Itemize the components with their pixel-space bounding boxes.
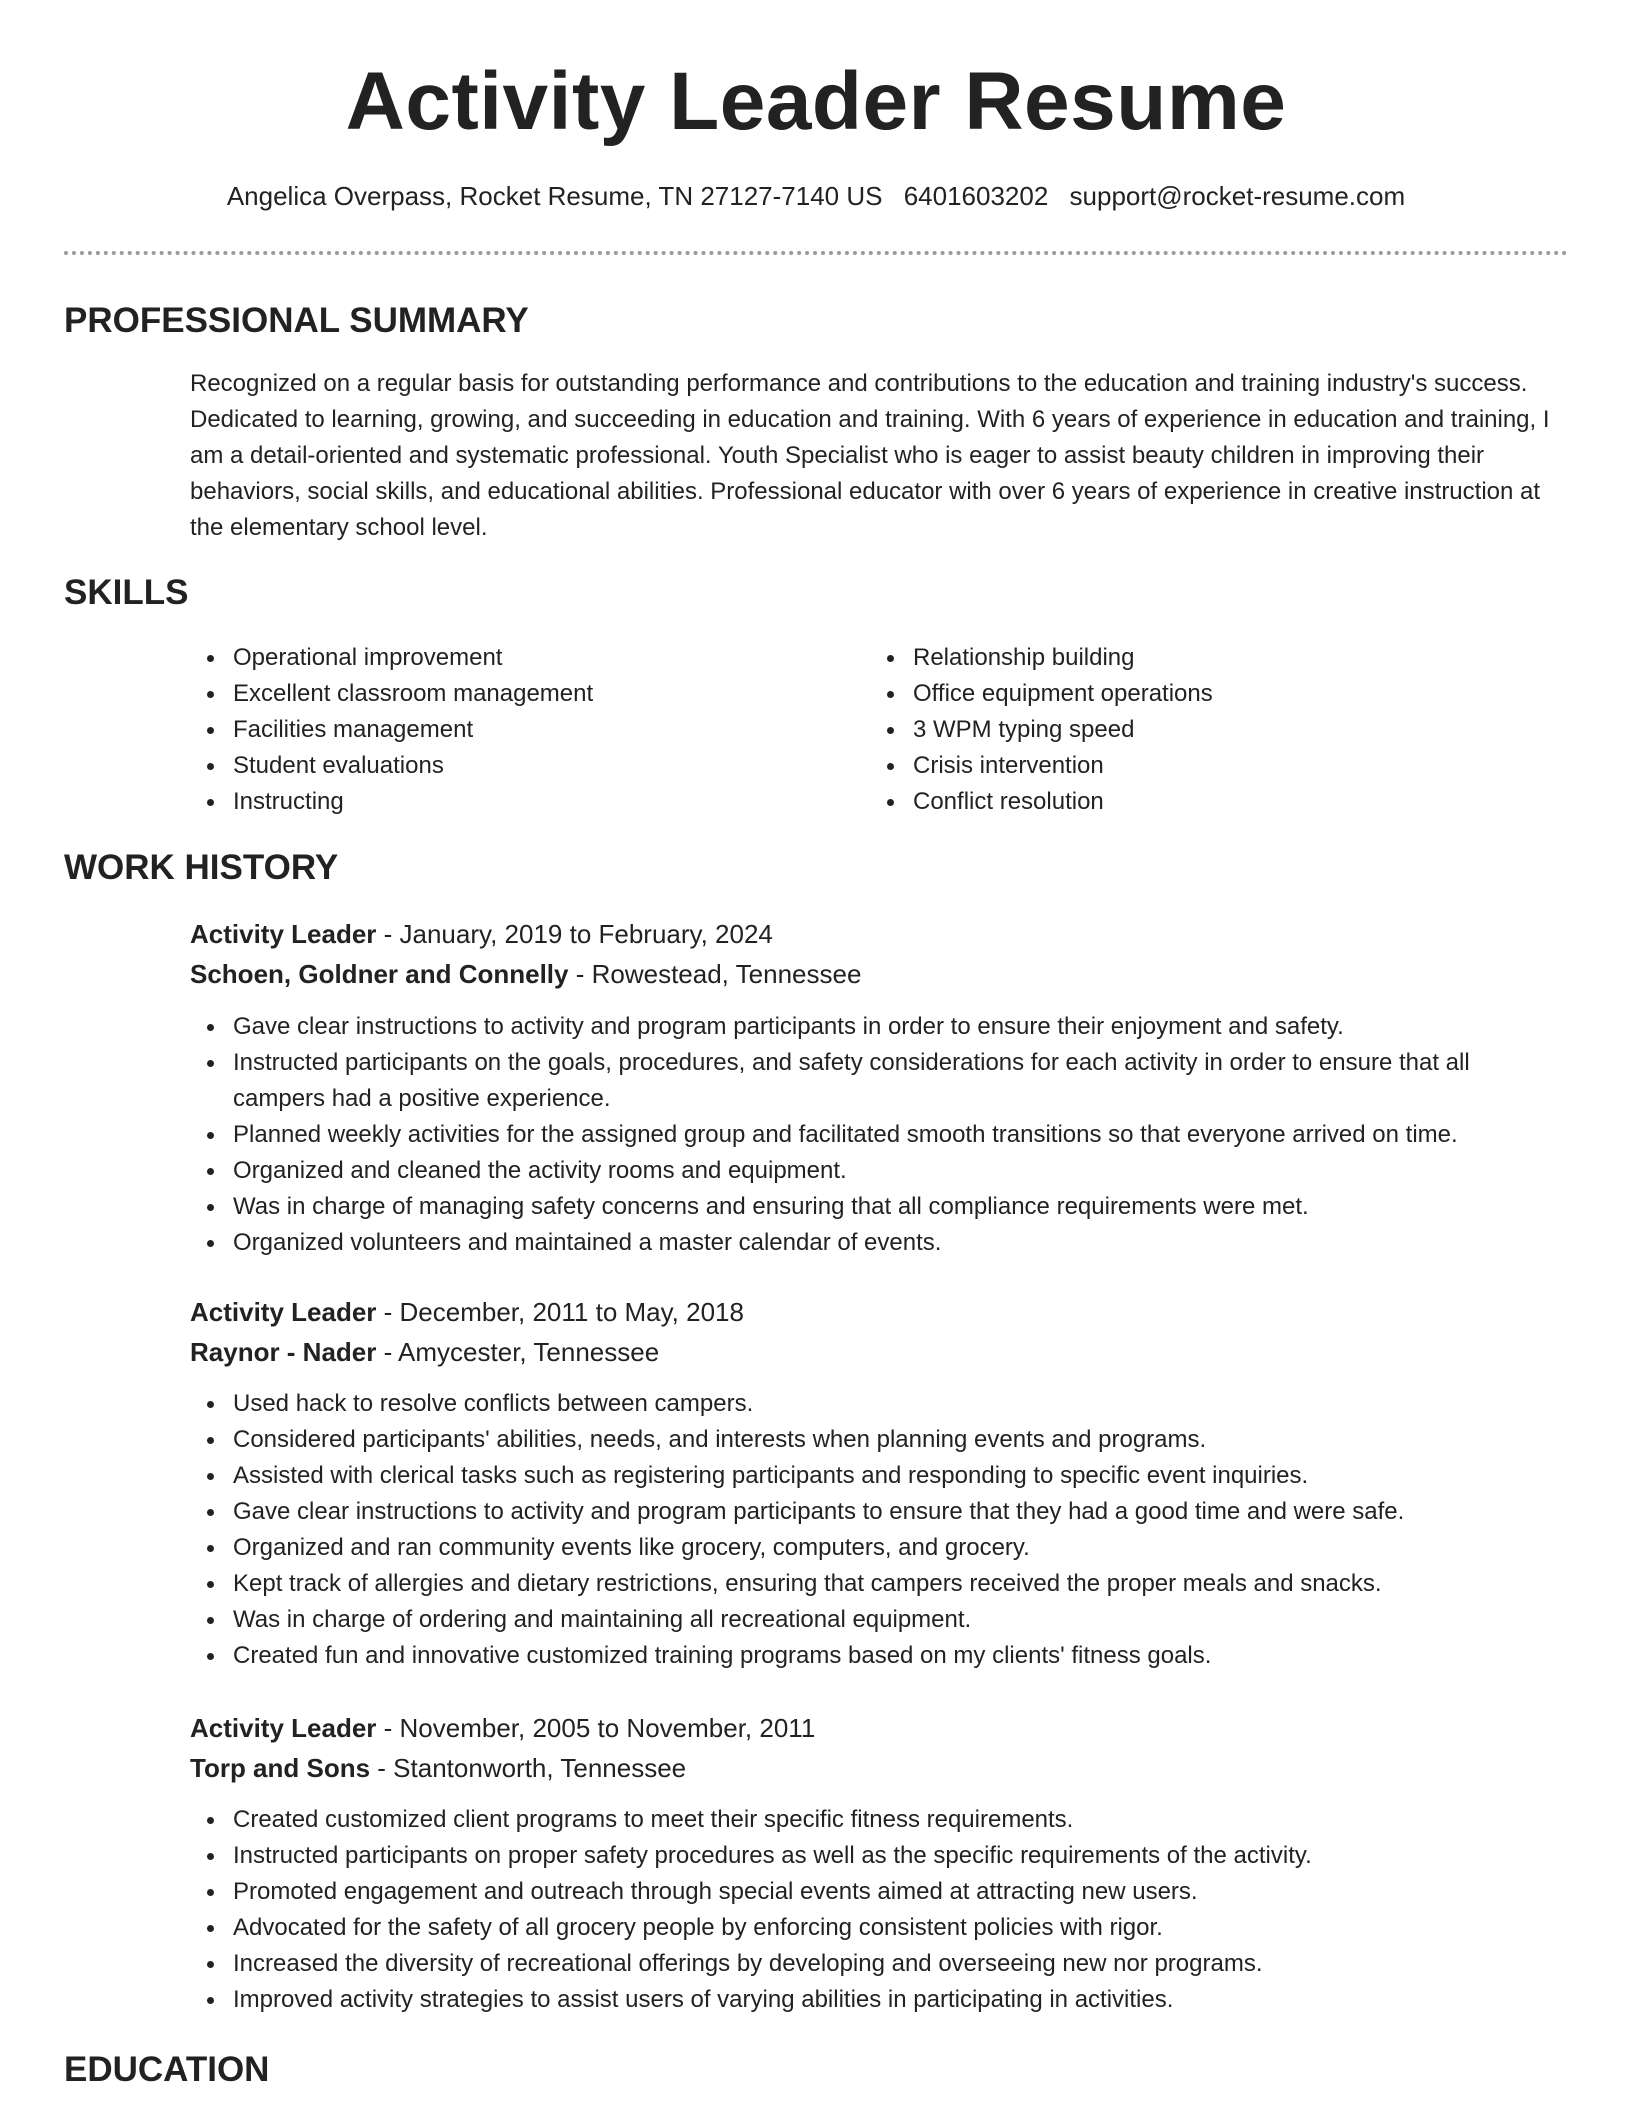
job-duty: Assisted with clerical tasks such as registering participants and responding to specific event inquiries. (190, 1458, 1550, 1494)
summary-heading: PROFESSIONAL SUMMARY (64, 301, 529, 340)
job-duty: Planned weekly activities for the assigned group and facilitated smooth transitions so that everyone arrived on time. (190, 1117, 1550, 1153)
job-company: Torp and Sons (190, 1753, 371, 1783)
job-duty: Was in charge of ordering and maintaining all recreational equipment. (190, 1602, 1550, 1638)
contact-line (0, 178, 1632, 214)
contact-email: support@rocket-resume.com (1069, 181, 1406, 211)
skill-item: Instructing (190, 784, 830, 820)
skill-item: Conflict resolution (870, 784, 1530, 820)
job-duty: Increased the diversity of recreational offerings by developing and overseeing new nor programs. (190, 1946, 1550, 1982)
job-company-line (190, 955, 1550, 993)
skill-item: Crisis intervention (870, 748, 1530, 784)
skill-item: Student evaluations (190, 748, 830, 784)
job-duties-list (190, 1802, 1550, 2018)
job-company-line (190, 1333, 1550, 1371)
skill-item: Operational improvement (190, 640, 830, 676)
skill-item: Office equipment operations (870, 676, 1530, 712)
job-location: - Rowestead, Tennessee (568, 959, 862, 989)
job-title-line (190, 1293, 1550, 1331)
job-duty: Gave clear instructions to activity and program participants to ensure that they had a good time and were safe. (190, 1494, 1550, 1530)
job-location: - Amycester, Tennessee (376, 1337, 660, 1367)
skills-list-right (870, 640, 1530, 820)
job-duty: Instructed participants on the goals, procedures, and safety considerations for each activity in order to ensure that all campers had a positive experience. (190, 1045, 1550, 1117)
job-location: - Stantonworth, Tennessee (370, 1753, 687, 1783)
job-title: Activity Leader (190, 1297, 377, 1327)
job-duty: Advocated for the safety of all grocery people by enforcing consistent policies with rigor. (190, 1910, 1550, 1946)
job-company: Schoen, Goldner and Connelly (190, 959, 569, 989)
skill-item: Excellent classroom management (190, 676, 830, 712)
education-heading: EDUCATION (64, 2050, 270, 2089)
job-title-line (190, 1709, 1550, 1747)
job-duty: Improved activity strategies to assist users of varying abilities in participating in activities. (190, 1982, 1550, 2018)
job-duty: Promoted engagement and outreach through special events aimed at attracting new users. (190, 1874, 1550, 1910)
skill-item: Facilities management (190, 712, 830, 748)
job-title: Activity Leader (190, 1713, 377, 1743)
job-duties-list (190, 1386, 1550, 1674)
job-duty: Organized volunteers and maintained a master calendar of events. (190, 1225, 1550, 1261)
job-duty: Created customized client programs to meet their specific fitness requirements. (190, 1802, 1550, 1838)
job-title-line (190, 915, 1550, 953)
job-duty: Gave clear instructions to activity and program participants in order to ensure their enjoyment and safety. (190, 1009, 1550, 1045)
job-duty: Created fun and innovative customized training programs based on my clients' fitness goals. (190, 1638, 1550, 1674)
job-duties-list (190, 1009, 1550, 1261)
contact-address: Angelica Overpass, Rocket Resume, TN 27127-7140 US (226, 181, 883, 211)
job-company-line (190, 1749, 1550, 1787)
job-dates: - November, 2005 to November, 2011 (376, 1713, 816, 1743)
header-divider (64, 251, 1568, 255)
job-duty: Kept track of allergies and dietary restrictions, ensuring that campers received the proper meals and snacks. (190, 1566, 1550, 1602)
job-title: Activity Leader (190, 919, 377, 949)
skills-list-left (190, 640, 830, 820)
work-history-heading: WORK HISTORY (64, 848, 339, 887)
job-dates: - January, 2019 to February, 2024 (376, 919, 773, 949)
skill-item: Relationship building (870, 640, 1530, 676)
resume-title: Activity Leader Resume (345, 56, 1287, 147)
skills-heading: SKILLS (64, 573, 189, 612)
job-duty: Used hack to resolve conflicts between campers. (190, 1386, 1550, 1422)
job-duty: Was in charge of managing safety concerns and ensuring that all compliance requirements were met. (190, 1189, 1550, 1225)
job-duty: Organized and ran community events like grocery, computers, and grocery. (190, 1530, 1550, 1566)
contact-phone: 6401603202 (903, 181, 1049, 211)
job-duty: Organized and cleaned the activity rooms and equipment. (190, 1153, 1550, 1189)
job-duty: Considered participants' abilities, needs, and interests when planning events and programs. (190, 1422, 1550, 1458)
job-dates: - December, 2011 to May, 2018 (376, 1297, 744, 1327)
job-duty: Instructed participants on proper safety procedures as well as the specific requirements of the activity. (190, 1838, 1550, 1874)
skill-item: 3 WPM typing speed (870, 712, 1530, 748)
job-company: Raynor - Nader (190, 1337, 377, 1367)
summary-text: Recognized on a regular basis for outstanding performance and contributions to the education and training industry's success. Dedicated to learning, growing, and succeeding in education and training. With 6 years of experience in education and training, I am a detail-oriented and systematic professional. Youth Specialist who is eager to assist beauty children in improving their behaviors, social skills, and educational abilities. Professional educator with over 6 years of experience in creative instruction at the elementary school level. (190, 370, 1550, 541)
